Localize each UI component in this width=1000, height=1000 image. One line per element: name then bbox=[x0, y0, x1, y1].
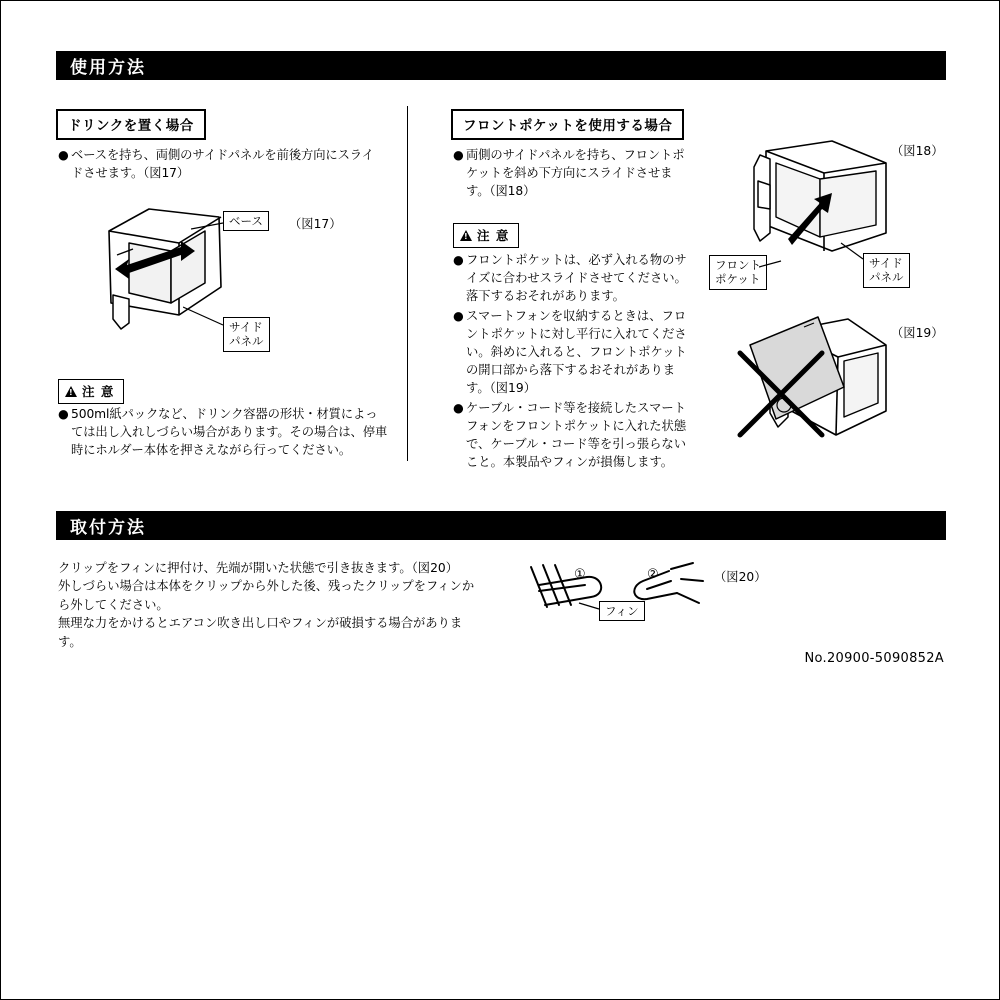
caution-header-right bbox=[453, 223, 519, 248]
bullet-dot: ● bbox=[453, 253, 464, 267]
bullet-dot: ● bbox=[58, 148, 69, 162]
warning-triangle-icon bbox=[460, 230, 472, 241]
figure-18-caption: （図18） bbox=[891, 144, 944, 158]
bullet-dot: ● bbox=[453, 308, 464, 323]
caution-item-text: ケーブル・コード等を接続したスマートフォンをフロントポケットに入れた状態で、ケーブル・コード等を引っ張らないこと。本製品やフィンが損傷します。 bbox=[466, 400, 687, 470]
callout-front-pocket: フロント ポケット bbox=[709, 255, 767, 290]
caution-text-left-body: 500ml紙パックなど、ドリンク容器の形状・材質によっては出し入れしづらい場合があります。その場合は、停車時にホルダー本体を押さえながら行ってください。 bbox=[71, 407, 388, 458]
step-number-2: ② bbox=[647, 567, 659, 582]
bullet-dot: ● bbox=[58, 407, 69, 421]
figure-20-caption: （図20） bbox=[714, 570, 767, 584]
caution-item-text: スマートフォンを収納するときは、フロントポケットに対し平行に入れてください。斜めに入れると、フロントポケットの開口部から落下するおそれがあります。（図19） bbox=[466, 308, 687, 396]
step-number-1: ① bbox=[574, 567, 586, 582]
usage-front-bullet-text: 両側のサイドパネルを持ち、フロントポケットを斜め下方向にスライドさせます。（図18） bbox=[466, 148, 685, 199]
subheading-drink: ドリンクを置く場合 bbox=[56, 109, 206, 140]
figure-20-drawing bbox=[521, 559, 721, 639]
section-header-usage: 使用方法 bbox=[56, 51, 946, 80]
install-line: クリップをフィンに押付け、先端が開いた状態で引き抜きます。（図20） bbox=[58, 561, 459, 575]
caution-item-text: フロントポケットは、必ず入れる物のサイズに合わせスライドさせてください。落下するおそれがあります。 bbox=[466, 253, 687, 304]
subheading-front-pocket: フロントポケットを使用する場合 bbox=[451, 109, 684, 140]
callout-side-panel-right: サイド パネル bbox=[863, 253, 910, 288]
column-divider bbox=[407, 106, 408, 461]
install-line: 無理な力をかけるとエアコン吹き出し口やフィンが破損する場合があります。 bbox=[58, 616, 463, 649]
callout-base: ベース bbox=[223, 211, 269, 231]
install-line: 外しづらい場合は本体をクリップから外した後、残ったクリップをフィンから外してください。 bbox=[58, 579, 475, 612]
caution-list-item bbox=[453, 399, 689, 472]
caution-label-left: 注 意 bbox=[82, 384, 115, 399]
callout-side-panel-left-leader bbox=[183, 301, 227, 331]
callout-fin-leader bbox=[577, 601, 603, 617]
callout-base-leader bbox=[191, 215, 231, 233]
figure-17-caption: （図17） bbox=[289, 217, 342, 231]
caution-list-item bbox=[453, 251, 689, 306]
usage-drink-bullet bbox=[58, 146, 378, 182]
warning-triangle-icon bbox=[65, 386, 77, 397]
callout-front-pocket-leader bbox=[759, 259, 789, 275]
section-header-install: 取付方法 bbox=[56, 511, 946, 540]
figure-19-caption: （図19） bbox=[891, 326, 944, 340]
bullet-dot: ● bbox=[453, 148, 464, 162]
caution-header-left bbox=[58, 379, 124, 404]
install-instructions bbox=[58, 559, 478, 651]
caution-label-right: 注 意 bbox=[477, 228, 510, 243]
callout-side-panel-right-leader bbox=[839, 241, 869, 263]
bullet-dot: ● bbox=[453, 400, 464, 415]
part-number: No.20900-5090852A bbox=[804, 651, 944, 666]
caution-list-right bbox=[453, 251, 689, 472]
caution-text-left bbox=[58, 405, 388, 460]
usage-drink-bullet-text: ベースを持ち、両側のサイドパネルを前後方向にスライドさせます。（図17） bbox=[71, 148, 374, 181]
caution-list-item bbox=[453, 307, 689, 398]
callout-fin: フィン bbox=[599, 601, 645, 621]
usage-front-bullet bbox=[453, 146, 688, 201]
callout-side-panel-left: サイド パネル bbox=[223, 317, 270, 352]
